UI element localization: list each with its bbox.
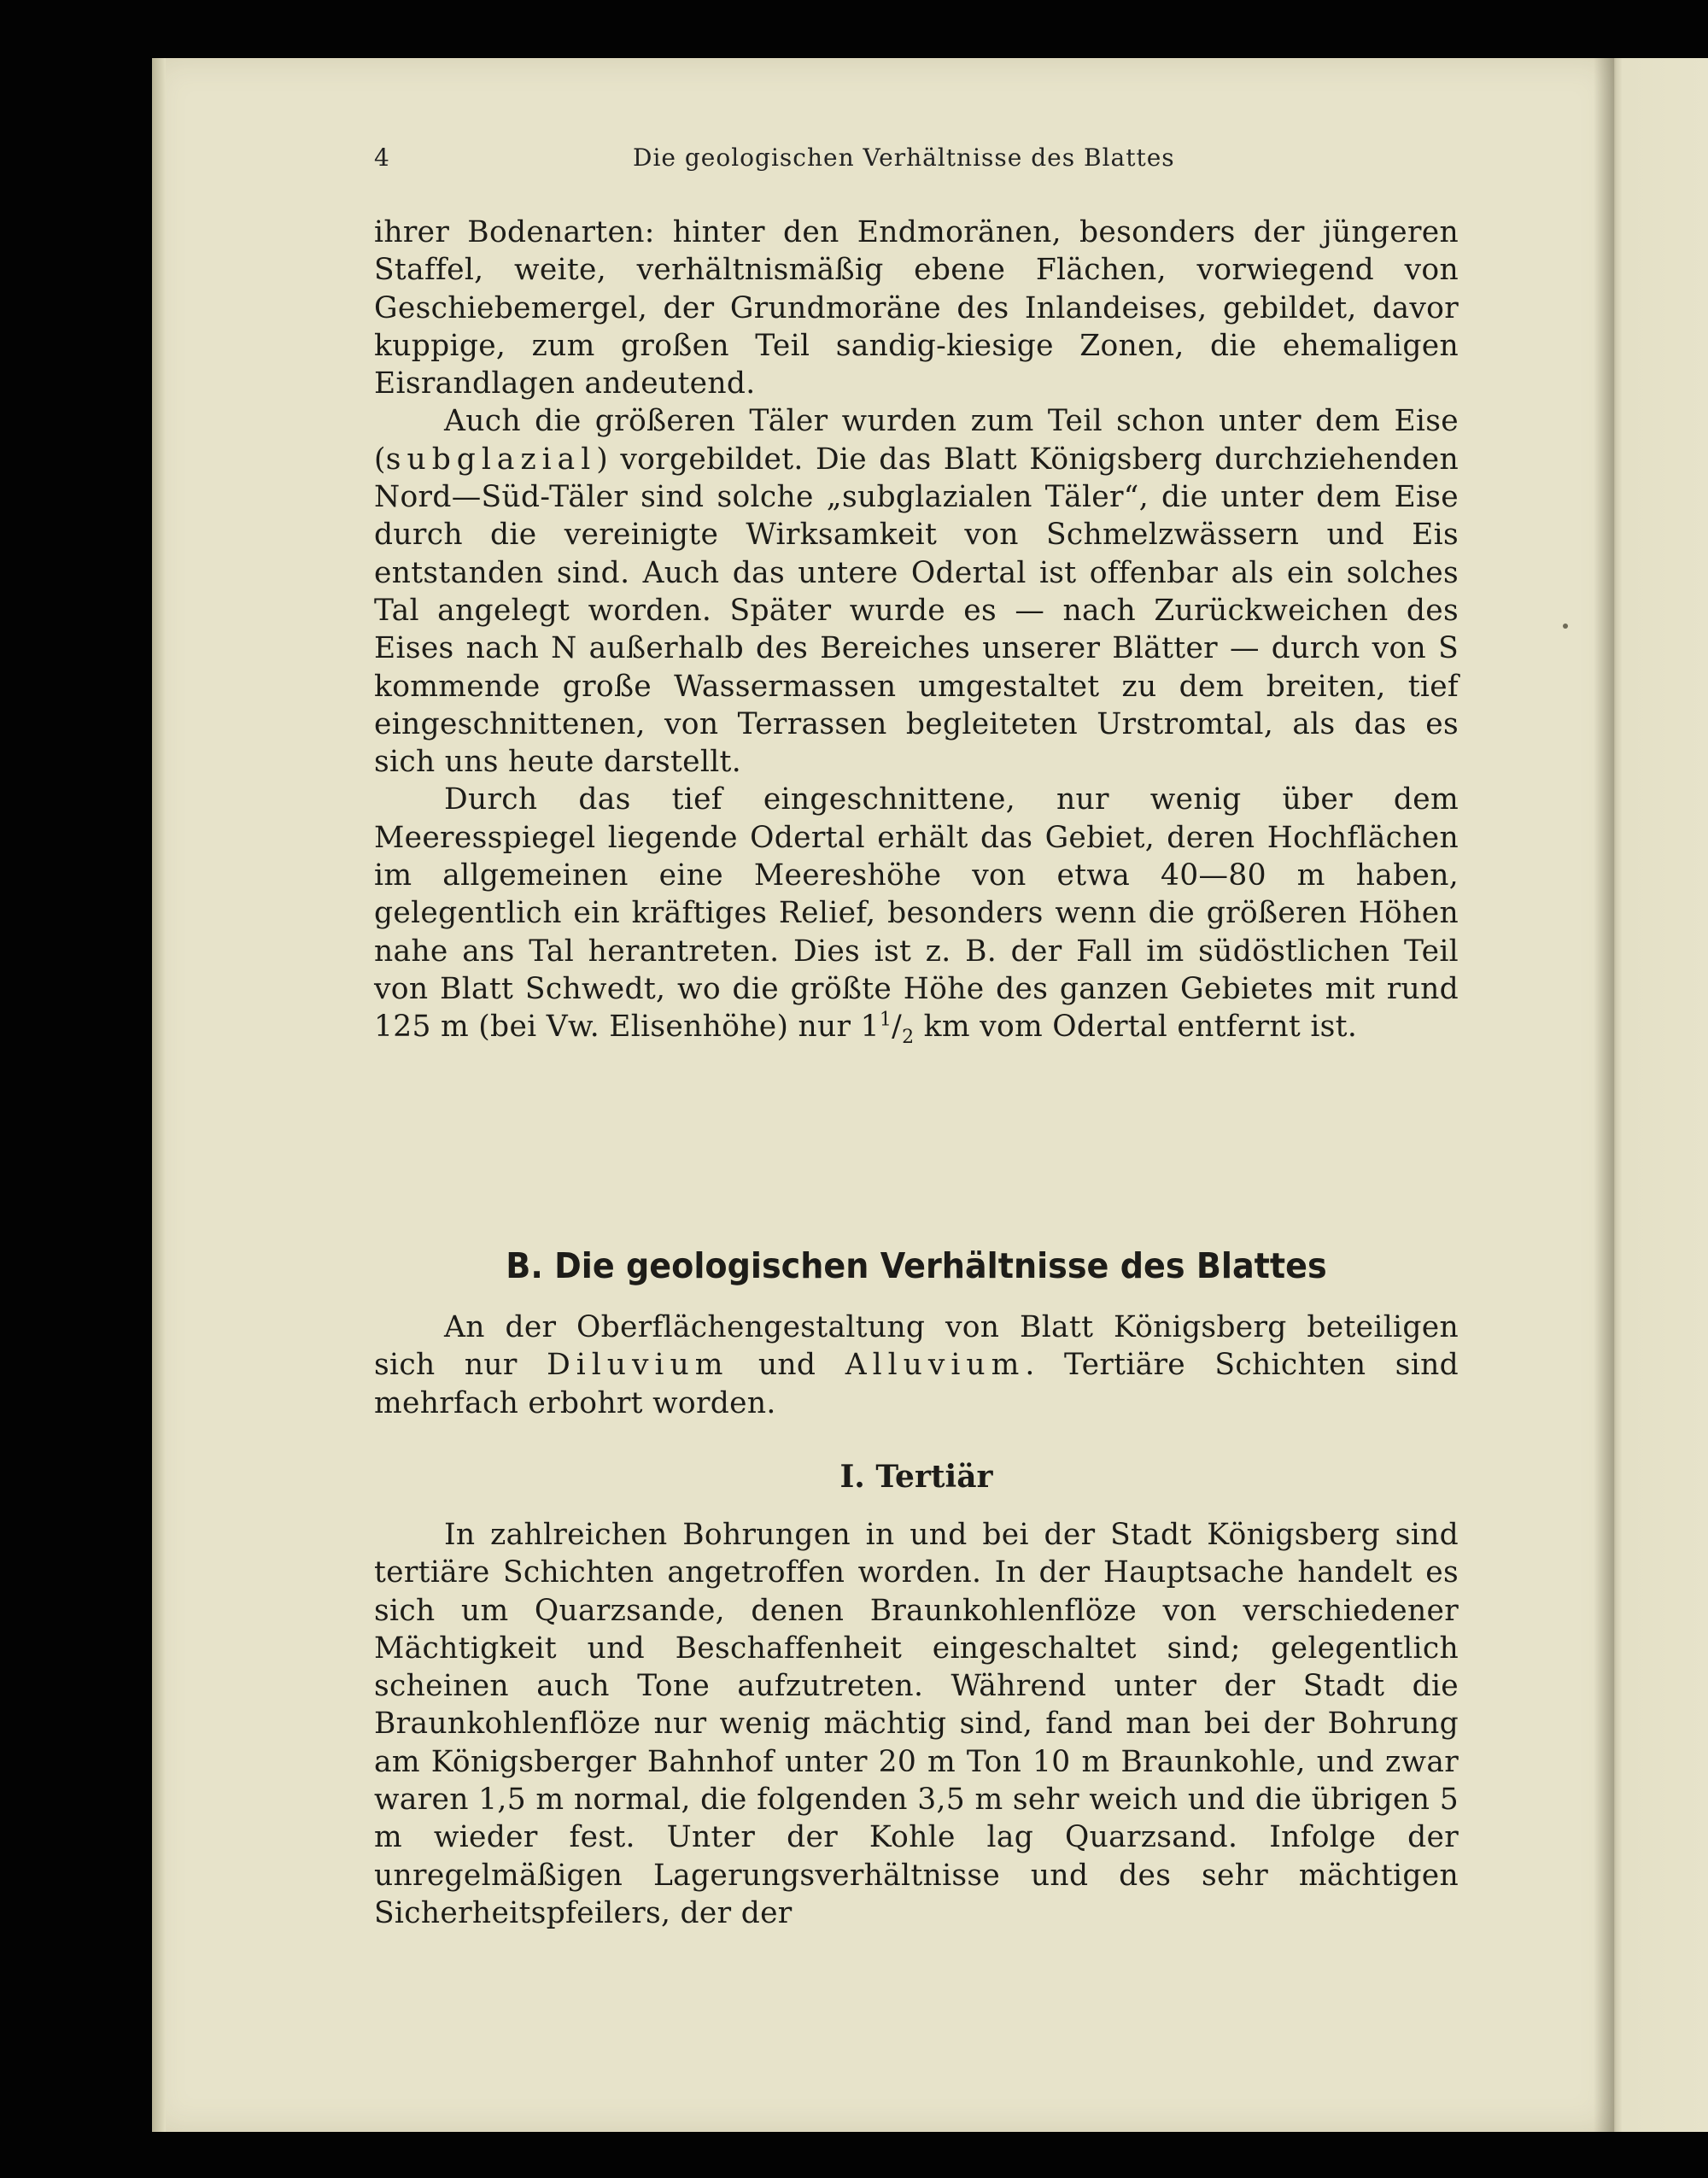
- text-run: km vom Odertal entfernt ist.: [914, 1010, 1358, 1045]
- spaced-term-subglazial: subglazial: [385, 442, 597, 477]
- text-run: und: [728, 1348, 845, 1383]
- text-run: ) vorgebildet. Die das Blatt Königsberg durchziehenden Nord—Süd-Täler sind solche „subglazialen Täler“, die unter dem Eise durch die vereinigte Wirksamkeit von Schmelzwässern und Eis entstanden sind. Auch das untere Odertal ist offenbar als ein solches Tal angelegt worden. Später wurde es — nach Zurückweichen des Eises nach N außerhalb des Bereiches unserer Blätter — durch von S kommende große Wassermassen umgestaltet zu dem breiten, tief eingeschnittenen, von Terrassen begleiteten Urstromtal, als das es sich uns heute darstellt.: [374, 442, 1459, 780]
- section-heading-b: B. Die geologischen Verhältnisse des Blattes: [506, 1245, 1327, 1286]
- running-head-title: Die geologischen Verhältnisse des Blattes: [633, 143, 1175, 172]
- fraction-slash: /: [892, 1010, 903, 1045]
- spaced-term-alluvium: Alluvium: [845, 1348, 1026, 1383]
- text-run: . Tertiäre Schichten sind mehrfach erbohrt worden.: [374, 1348, 1459, 1420]
- facing-page-edge: [1611, 58, 1708, 2132]
- text-run: Durch das tief eingeschnittene, nur wenig über dem Meeresspiegel liegende Odertal erhält das Gebiet, deren Hochflächen im allgemeinen eine Meereshöhe von etwa 40—80 m haben, gelegentlich ein kräftiges Relief, besonders wenn die größeren Höhen nahe ans Tal herantreten. Dies ist z. B. der Fall im südöstlichen Teil von Blatt Schwedt, wo die größte Höhe des ganzen Gebietes mit rund 125 m (bei Vw. Elisenhöhe) nur 1: [374, 782, 1459, 1045]
- section-a-text: [374, 214, 1459, 1049]
- running-head: [374, 143, 1459, 181]
- tertiaer-text: [374, 1516, 1459, 1932]
- text-run: Auch die größeren Täler wurden zum Teil schon unter dem Eise (: [374, 404, 1459, 477]
- text-run: An der Oberflächengestaltung von Blatt Königsberg beteiligen sich nur: [374, 1310, 1459, 1383]
- paragraph-odertal: [374, 781, 1459, 1049]
- paragraph-bodenarten: ihrer Bodenarten: hinter den Endmoränen, besonders der jüngeren Staffel, weite, verhältnismäßig ebene Flächen, vorwiegend von Geschiebemergel, der Grundmoräne des Inlandeises, gebildet, davor kuppige, zum großen Teil sandig-kiesige Zonen, die ehemaligen Eisrandlagen andeutend.: [374, 215, 1459, 401]
- margin-mark: [1563, 624, 1568, 629]
- subheading-tertiaer: I. Tertiär: [839, 1459, 993, 1495]
- gutter-shadow: [1594, 58, 1614, 2132]
- paragraph-tertiaer: In zahlreichen Bohrungen in und bei der Stadt Königsberg sind tertiäre Schichten angetroffen worden. In der Hauptsache handelt es sich um Quarzsande, denen Braunkohlenflöze von verschiedener Mächtigkeit und Beschaffenheit eingeschaltet sind; gelegentlich scheinen auch Tone aufzutreten. Während unter der Stadt die Braunkohlenflöze nur wenig mächtig sind, fand man bei der Bohrung am Königsberger Bahnhof unter 20 m Ton 10 m Braunkohle, und zwar waren 1,5 m normal, die folgenden 3,5 m sehr weich und die übrigen 5 m wieder fest. Unter der Kohle lag Quarzsand. Infolge der unregelmäßigen Lagerungsverhältnisse und des sehr mächtigen Sicherheitspfeilers, der der: [374, 1518, 1459, 1930]
- spaced-term-diluvium: Diluvium: [547, 1348, 729, 1383]
- page-number: 4: [374, 143, 389, 172]
- fraction-numerator: 1: [879, 1009, 892, 1031]
- fraction-denominator: 2: [902, 1027, 915, 1049]
- paragraph-intro: [374, 1309, 1459, 1422]
- paragraph-taeler: [374, 402, 1459, 781]
- section-b-intro: [374, 1309, 1459, 1422]
- page-spine: [152, 58, 166, 2132]
